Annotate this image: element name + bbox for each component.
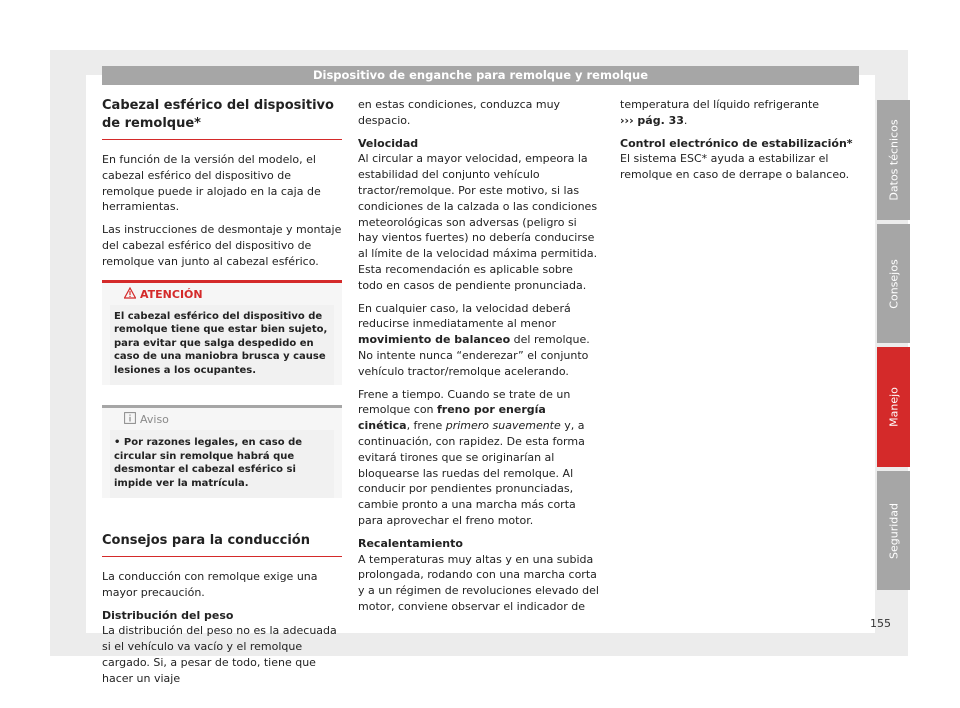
paragraph	[358, 301, 600, 380]
warning-triangle-icon	[124, 287, 136, 299]
subheading: Velocidad	[358, 136, 419, 150]
note-text: • Por razones legales, en caso de circular sin remolque habrá que desmontar el cabezal esférico si impide ver la matrícula.	[110, 430, 334, 498]
info-icon	[124, 412, 136, 424]
paragraph: El sistema ESC* ayuda a estabilizar el remolque en caso de derrape o balanceo.	[620, 152, 850, 182]
subheading: Distribución del peso	[102, 608, 234, 622]
paragraph: En función de la versión del modelo, el cabezal esférico del dispositivo de remolque puede ir alojado en la caja de herramientas.	[102, 153, 321, 214]
tab-label: Datos técnicos	[887, 119, 900, 201]
paragraph: Las instrucciones de desmontaje y montaje del cabezal esférico del dispositivo de remolque van junto al cabezal esférico.	[102, 223, 342, 268]
paragraph: La distribución del peso no es la adecuada si el vehículo va vacío y el remolque cargado. Si, a pesar de todo, tiene que hacer un viaje	[102, 624, 337, 685]
tab-label: Seguridad	[887, 502, 900, 559]
subheading: Recalentamiento	[358, 536, 463, 550]
tab-manejo[interactable]	[877, 347, 910, 467]
paragraph: La conducción con remolque exige una mayor precaución.	[102, 570, 318, 599]
tab-datos-tecnicos[interactable]	[877, 100, 910, 220]
paragraph: A temperaturas muy altas y en una subida prolongada, rodando con una marcha corta y a un régimen de revoluciones elevado del motor, conviene observar el indicador de	[358, 552, 599, 613]
paragraph: Al circular a mayor velocidad, empeora la estabilidad del conjunto vehículo tractor/remolque. Por este motivo, si las condiciones de la calzada o las condiciones meteorológicas son adversas (peligro si hay vientos fuertes) no debería conducirse al límite de la velocidad máxima permitida. Esta recomendación es aplicable sobre todo en casos de pendiente pronunciada.	[358, 152, 598, 292]
page-header: Dispositivo de enganche para remolque y remolque	[102, 66, 859, 85]
text-run: .	[683, 113, 688, 127]
subheading: Control electrónico de estabilización*	[620, 136, 853, 150]
column-2	[358, 97, 600, 622]
warning-label: ATENCIÓN	[140, 287, 203, 301]
warning-text: El cabezal esférico del dispositivo de remolque tiene que estar bien sujeto, para evitar que salga despedido en caso de una maniobra brusca y cause lesiones a los ocupantes.	[110, 305, 334, 386]
text-run: En cualquier caso, la velocidad deberá reducirse inmediatamente al menor	[358, 301, 571, 331]
text-run: y, a continuación, con rapidez. De esta forma evitará tirones que se originarían al bloquearse las ruedas del remolque. Al conducir por pendientes pronunciadas, cambie pronto a una marcha más corta para aprovechar el freno motor.	[358, 419, 585, 527]
paragraph: en estas condiciones, conduzca muy despacio.	[358, 98, 561, 127]
warning-header	[102, 283, 342, 305]
text-run: Frene a tiempo. Cuando se trate de un remolque con	[358, 387, 571, 417]
section-title-cabezal: Cabezal esférico del dispositivo de remolque*	[102, 97, 342, 140]
page-reference-link[interactable]: ››› pág. 33	[620, 113, 684, 127]
tab-seguridad[interactable]	[877, 471, 910, 590]
paragraph	[620, 97, 858, 129]
note-box	[102, 405, 342, 498]
paragraph	[358, 387, 600, 529]
note-header	[102, 408, 342, 430]
emphasis: movimiento de balanceo	[358, 333, 511, 347]
note-label: Aviso	[140, 413, 169, 427]
text-run: temperatura del líquido refrigerante	[620, 98, 820, 111]
emphasis: freno por energía cinética	[358, 403, 546, 433]
italic-text: primero suavemente	[445, 419, 561, 433]
page-number: 155	[870, 617, 891, 630]
tab-consejos[interactable]	[877, 224, 910, 343]
column-3	[620, 97, 858, 190]
column-1	[102, 97, 342, 694]
text-run: del remolque. No intente nunca “enderezar” el conjunto vehículo tractor/remolque acelerando.	[358, 333, 590, 378]
text-run: , frene	[406, 419, 446, 433]
tab-label: Manejo	[887, 387, 900, 427]
tab-label: Consejos	[887, 258, 900, 309]
section-title-consejos: Consejos para la conducción	[102, 532, 342, 557]
warning-box	[102, 280, 342, 386]
